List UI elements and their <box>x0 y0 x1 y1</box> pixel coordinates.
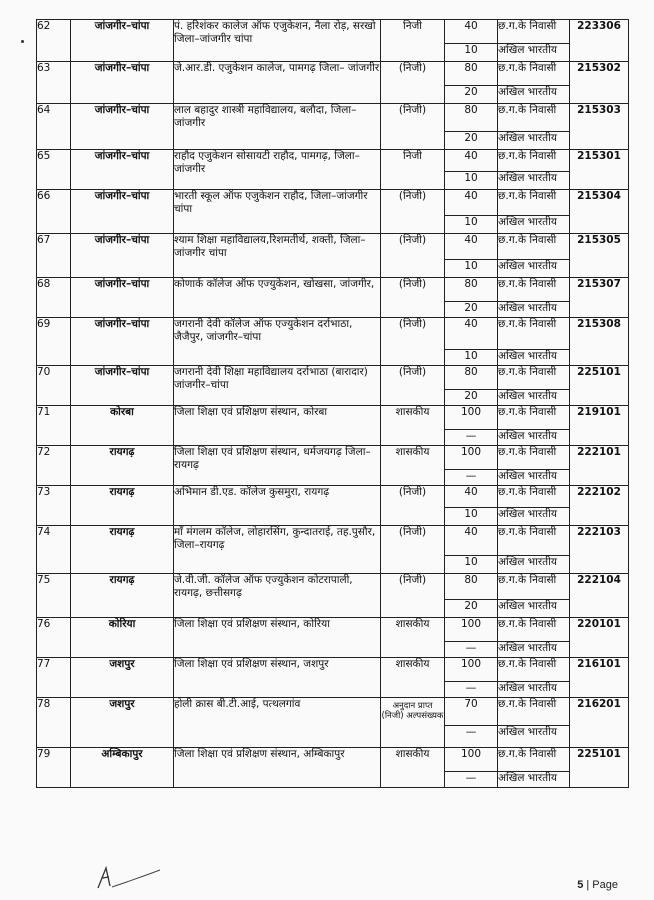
category-state: छ.ग.के निवासी <box>498 698 570 726</box>
serial-number: 77 <box>37 658 71 698</box>
seat-count: 80 <box>445 62 498 86</box>
district-name: रायगढ़ <box>71 446 174 486</box>
district-name: जांजगीर–चांपा <box>71 234 174 278</box>
table-row <box>37 698 629 726</box>
scan-speck <box>21 40 24 43</box>
serial-number: 78 <box>37 698 71 748</box>
table-row <box>37 574 629 600</box>
institute-code: 216101 <box>570 658 629 698</box>
serial-number: 69 <box>37 318 71 366</box>
institute-name: जिला शिक्षा एवं प्रशिक्षण संस्थान, जशपुर <box>174 658 381 698</box>
institute-name: जगरानी देवी शिक्षा महाविद्यालय दर्राभाठा (बारादार) जांजगीर–चांपा <box>174 366 381 406</box>
institute-name: जिला शिक्षा एवं प्रशिक्षण संस्थान, कोरबा <box>174 406 381 446</box>
category-state: छ.ग.के निवासी <box>498 318 570 350</box>
institute-name: कोणार्क कॉलेज ऑफ एज्युकेशन, खोखसा, जांजगीर, <box>174 278 381 318</box>
seat-count: 80 <box>445 574 498 600</box>
category-all-india: अखिल भारतीय <box>498 350 570 366</box>
category-all-india: अखिल भारतीय <box>498 86 570 104</box>
category-all-india: अखिल भारतीय <box>498 556 570 574</box>
category-all-india: अखिल भारतीय <box>498 470 570 486</box>
institute-type: शासकीय <box>381 446 445 486</box>
district-name: अम्बिकापुर <box>71 748 174 788</box>
district-name: रायगढ़ <box>71 526 174 574</box>
institute-name: माँ मंगलम कॉलेज, लोहारसिंग, कुन्दातराई, तह.पुसौर, जिला–रायगढ़ <box>174 526 381 574</box>
district-name: कोरिया <box>71 618 174 658</box>
category-state: छ.ग.के निवासी <box>498 366 570 390</box>
seat-count: 40 <box>445 150 498 172</box>
district-name: जांजगीर–चांपा <box>71 104 174 150</box>
institute-code: 219101 <box>570 406 629 446</box>
seat-count: 40 <box>445 486 498 508</box>
seat-count: 40 <box>445 20 498 44</box>
seat-count: 10 <box>445 216 498 234</box>
seat-count: 20 <box>445 600 498 618</box>
page-number: 5 <box>577 879 584 891</box>
institute-type: (निजी) <box>381 278 445 318</box>
institute-code: 215301 <box>570 150 629 190</box>
category-all-india: अखिल भारतीय <box>498 682 570 698</box>
category-all-india: अखिल भारतीय <box>498 600 570 618</box>
serial-number: 76 <box>37 618 71 658</box>
district-name: रायगढ़ <box>71 486 174 526</box>
institute-type: (निजी) <box>381 62 445 104</box>
page-footer <box>577 879 618 891</box>
institute-code: 222102 <box>570 486 629 526</box>
institute-code: 222101 <box>570 446 629 486</box>
seat-count: — <box>445 470 498 486</box>
serial-number: 71 <box>37 406 71 446</box>
serial-number: 75 <box>37 574 71 618</box>
seat-count: 70 <box>445 698 498 726</box>
district-name: कोरबा <box>71 406 174 446</box>
seat-count: 80 <box>445 278 498 302</box>
category-all-india: अखिल भारतीय <box>498 302 570 318</box>
institute-type: (निजी) <box>381 574 445 618</box>
serial-number: 65 <box>37 150 71 190</box>
category-state: छ.ग.के निवासी <box>498 190 570 216</box>
table-row <box>37 104 629 132</box>
seat-count: 20 <box>445 132 498 150</box>
serial-number: 74 <box>37 526 71 574</box>
category-state: छ.ग.के निवासी <box>498 574 570 600</box>
seat-count: 10 <box>445 44 498 62</box>
seat-count: 10 <box>445 172 498 190</box>
serial-number: 73 <box>37 486 71 526</box>
serial-number: 64 <box>37 104 71 150</box>
institute-name: होली क्रास बी.टी.आई, पत्थलगांव <box>174 698 381 748</box>
seat-count: 100 <box>445 446 498 470</box>
serial-number: 62 <box>37 20 71 62</box>
seat-count: — <box>445 772 498 788</box>
table-row <box>37 446 629 470</box>
institute-type: (निजी) <box>381 234 445 278</box>
district-name: रायगढ़ <box>71 574 174 618</box>
seat-count: 100 <box>445 658 498 682</box>
seat-count: — <box>445 642 498 658</box>
category-all-india: अखिल भारतीय <box>498 260 570 278</box>
seat-count: 20 <box>445 86 498 104</box>
institute-name: जिला शिक्षा एवं प्रशिक्षण संस्थान, अम्बिकापुर <box>174 748 381 788</box>
seat-count: 10 <box>445 350 498 366</box>
seat-count: 40 <box>445 318 498 350</box>
institute-type: (निजी) <box>381 526 445 574</box>
institute-code: 215304 <box>570 190 629 234</box>
institutes-table <box>36 19 629 788</box>
institute-name: पं. हरिशंकर कालेज ऑफ एजुकेशन, नैला रोड़, सरखो जिला–जांजगीर चांपा <box>174 20 381 62</box>
category-all-india: अखिल भारतीय <box>498 216 570 234</box>
institute-type: (निजी) <box>381 486 445 526</box>
seat-count: 80 <box>445 366 498 390</box>
category-state: छ.ग.के निवासी <box>498 526 570 556</box>
seat-count: 40 <box>445 234 498 260</box>
category-all-india: अखिल भारतीय <box>498 172 570 190</box>
district-name: जांजगीर–चांपा <box>71 278 174 318</box>
institute-name: जे.वी.जी. कॉलेज ऑफ एज्युकेशन कोटरापाली, रायगढ़, छत्तीसगढ़ <box>174 574 381 618</box>
institute-name: जिला शिक्षा एवं प्रशिक्षण संस्थान, कोरिया <box>174 618 381 658</box>
institute-name: जे.आर.डी. एजुकेशन कालेज, पामगढ़ जिला– जांजगीर <box>174 62 381 104</box>
category-all-india: अखिल भारतीय <box>498 508 570 526</box>
category-state: छ.ग.के निवासी <box>498 486 570 508</box>
seat-count: 100 <box>445 748 498 772</box>
district-name: जांजगीर–चांपा <box>71 190 174 234</box>
institute-type: अनुदान प्राप्त (निजी) अल्पसंख्यक <box>381 698 445 748</box>
institute-code: 216201 <box>570 698 629 748</box>
institute-name: भारती स्कूल ऑफ एजुकेशन राहौद, जिला–जांजगीर चांपा <box>174 190 381 234</box>
institute-name: राहौद एजुकेशन सोसायटी राहौद, पामगढ़, जिला–जांजगीर <box>174 150 381 190</box>
institute-type: शासकीय <box>381 406 445 446</box>
category-state: छ.ग.के निवासी <box>498 150 570 172</box>
category-state: छ.ग.के निवासी <box>498 406 570 430</box>
serial-number: 72 <box>37 446 71 486</box>
table-row <box>37 366 629 390</box>
institute-type: (निजी) <box>381 318 445 366</box>
seat-count: 40 <box>445 190 498 216</box>
table-row <box>37 190 629 216</box>
category-all-india: अखिल भारतीय <box>498 726 570 748</box>
seat-count: 20 <box>445 390 498 406</box>
category-state: छ.ग.के निवासी <box>498 20 570 44</box>
institute-code: 215303 <box>570 104 629 150</box>
handwritten-mark <box>92 862 164 892</box>
table-row <box>37 618 629 642</box>
district-name: जशपुर <box>71 698 174 748</box>
category-all-india: अखिल भारतीय <box>498 44 570 62</box>
category-all-india: अखिल भारतीय <box>498 772 570 788</box>
category-all-india: अखिल भारतीय <box>498 430 570 446</box>
category-state: छ.ग.के निवासी <box>498 278 570 302</box>
institute-name: जिला शिक्षा एवं प्रशिक्षण संस्थान, धर्मजयगढ़ जिला–रायगढ़ <box>174 446 381 486</box>
district-name: जशपुर <box>71 658 174 698</box>
institute-code: 215308 <box>570 318 629 366</box>
serial-number: 70 <box>37 366 71 406</box>
institute-type: शासकीय <box>381 618 445 658</box>
page-label: Page <box>592 879 618 891</box>
institute-code: 225101 <box>570 366 629 406</box>
institute-name: श्याम शिक्षा महाविद्यालय,रिशमतीर्थ, शक्ती, जिला–जांजगीर चांपा <box>174 234 381 278</box>
seat-count: — <box>445 430 498 446</box>
category-state: छ.ग.के निवासी <box>498 618 570 642</box>
serial-number: 63 <box>37 62 71 104</box>
institute-type: निजी <box>381 20 445 62</box>
seat-count: 100 <box>445 406 498 430</box>
seat-count: 10 <box>445 508 498 526</box>
seat-count: — <box>445 682 498 698</box>
district-name: जांजगीर–चांपा <box>71 318 174 366</box>
district-name: जांजगीर–चांपा <box>71 62 174 104</box>
category-state: छ.ग.के निवासी <box>498 234 570 260</box>
seat-count: 10 <box>445 260 498 278</box>
seat-count: 40 <box>445 526 498 556</box>
institute-code: 222103 <box>570 526 629 574</box>
category-state: छ.ग.के निवासी <box>498 104 570 132</box>
institute-code: 222104 <box>570 574 629 618</box>
seat-count: — <box>445 726 498 748</box>
seat-count: 100 <box>445 618 498 642</box>
institute-name: अभिमान डी.एड. कॉलेज कुसमुरा, रायगढ़ <box>174 486 381 526</box>
serial-number: 67 <box>37 234 71 278</box>
table-row <box>37 486 629 508</box>
category-all-india: अखिल भारतीय <box>498 642 570 658</box>
seat-count: 20 <box>445 302 498 318</box>
category-state: छ.ग.के निवासी <box>498 446 570 470</box>
institute-code: 215305 <box>570 234 629 278</box>
table-row <box>37 526 629 556</box>
table-row <box>37 318 629 350</box>
table-row <box>37 278 629 302</box>
table-row <box>37 62 629 86</box>
category-all-india: अखिल भारतीय <box>498 390 570 406</box>
institute-name: लाल बहादुर शास्त्री महाविद्यालय, बलौदा, जिला– जांजगीर <box>174 104 381 150</box>
district-name: जांजगीर–चांपा <box>71 150 174 190</box>
table-row <box>37 748 629 772</box>
category-all-india: अखिल भारतीय <box>498 132 570 150</box>
institute-code: 215307 <box>570 278 629 318</box>
institute-name: जगरानी देवी कॉलेज ऑफ एज्युकेशन दर्राभाठा, जैजैपुर, जांजगीर–चांपा <box>174 318 381 366</box>
institute-type: शासकीय <box>381 748 445 788</box>
table-row <box>37 406 629 430</box>
serial-number: 68 <box>37 278 71 318</box>
seat-count: 10 <box>445 556 498 574</box>
table-row <box>37 20 629 44</box>
table-row <box>37 658 629 682</box>
institute-type: निजी <box>381 150 445 190</box>
institute-code: 223306 <box>570 20 629 62</box>
category-state: छ.ग.के निवासी <box>498 62 570 86</box>
institute-code: 215302 <box>570 62 629 104</box>
footer-separator: | <box>586 879 590 891</box>
serial-number: 66 <box>37 190 71 234</box>
district-name: जांजगीर–चांपा <box>71 366 174 406</box>
seat-count: 80 <box>445 104 498 132</box>
institute-type: (निजी) <box>381 104 445 150</box>
district-name: जांजगीर–चांपा <box>71 20 174 62</box>
category-state: छ.ग.के निवासी <box>498 748 570 772</box>
institute-type: शासकीय <box>381 658 445 698</box>
table-row <box>37 234 629 260</box>
institute-type: (निजी) <box>381 190 445 234</box>
category-state: छ.ग.के निवासी <box>498 658 570 682</box>
institute-code: 225101 <box>570 748 629 788</box>
serial-number: 79 <box>37 748 71 788</box>
institute-type: (निजी) <box>381 366 445 406</box>
institute-code: 220101 <box>570 618 629 658</box>
table-row <box>37 150 629 172</box>
